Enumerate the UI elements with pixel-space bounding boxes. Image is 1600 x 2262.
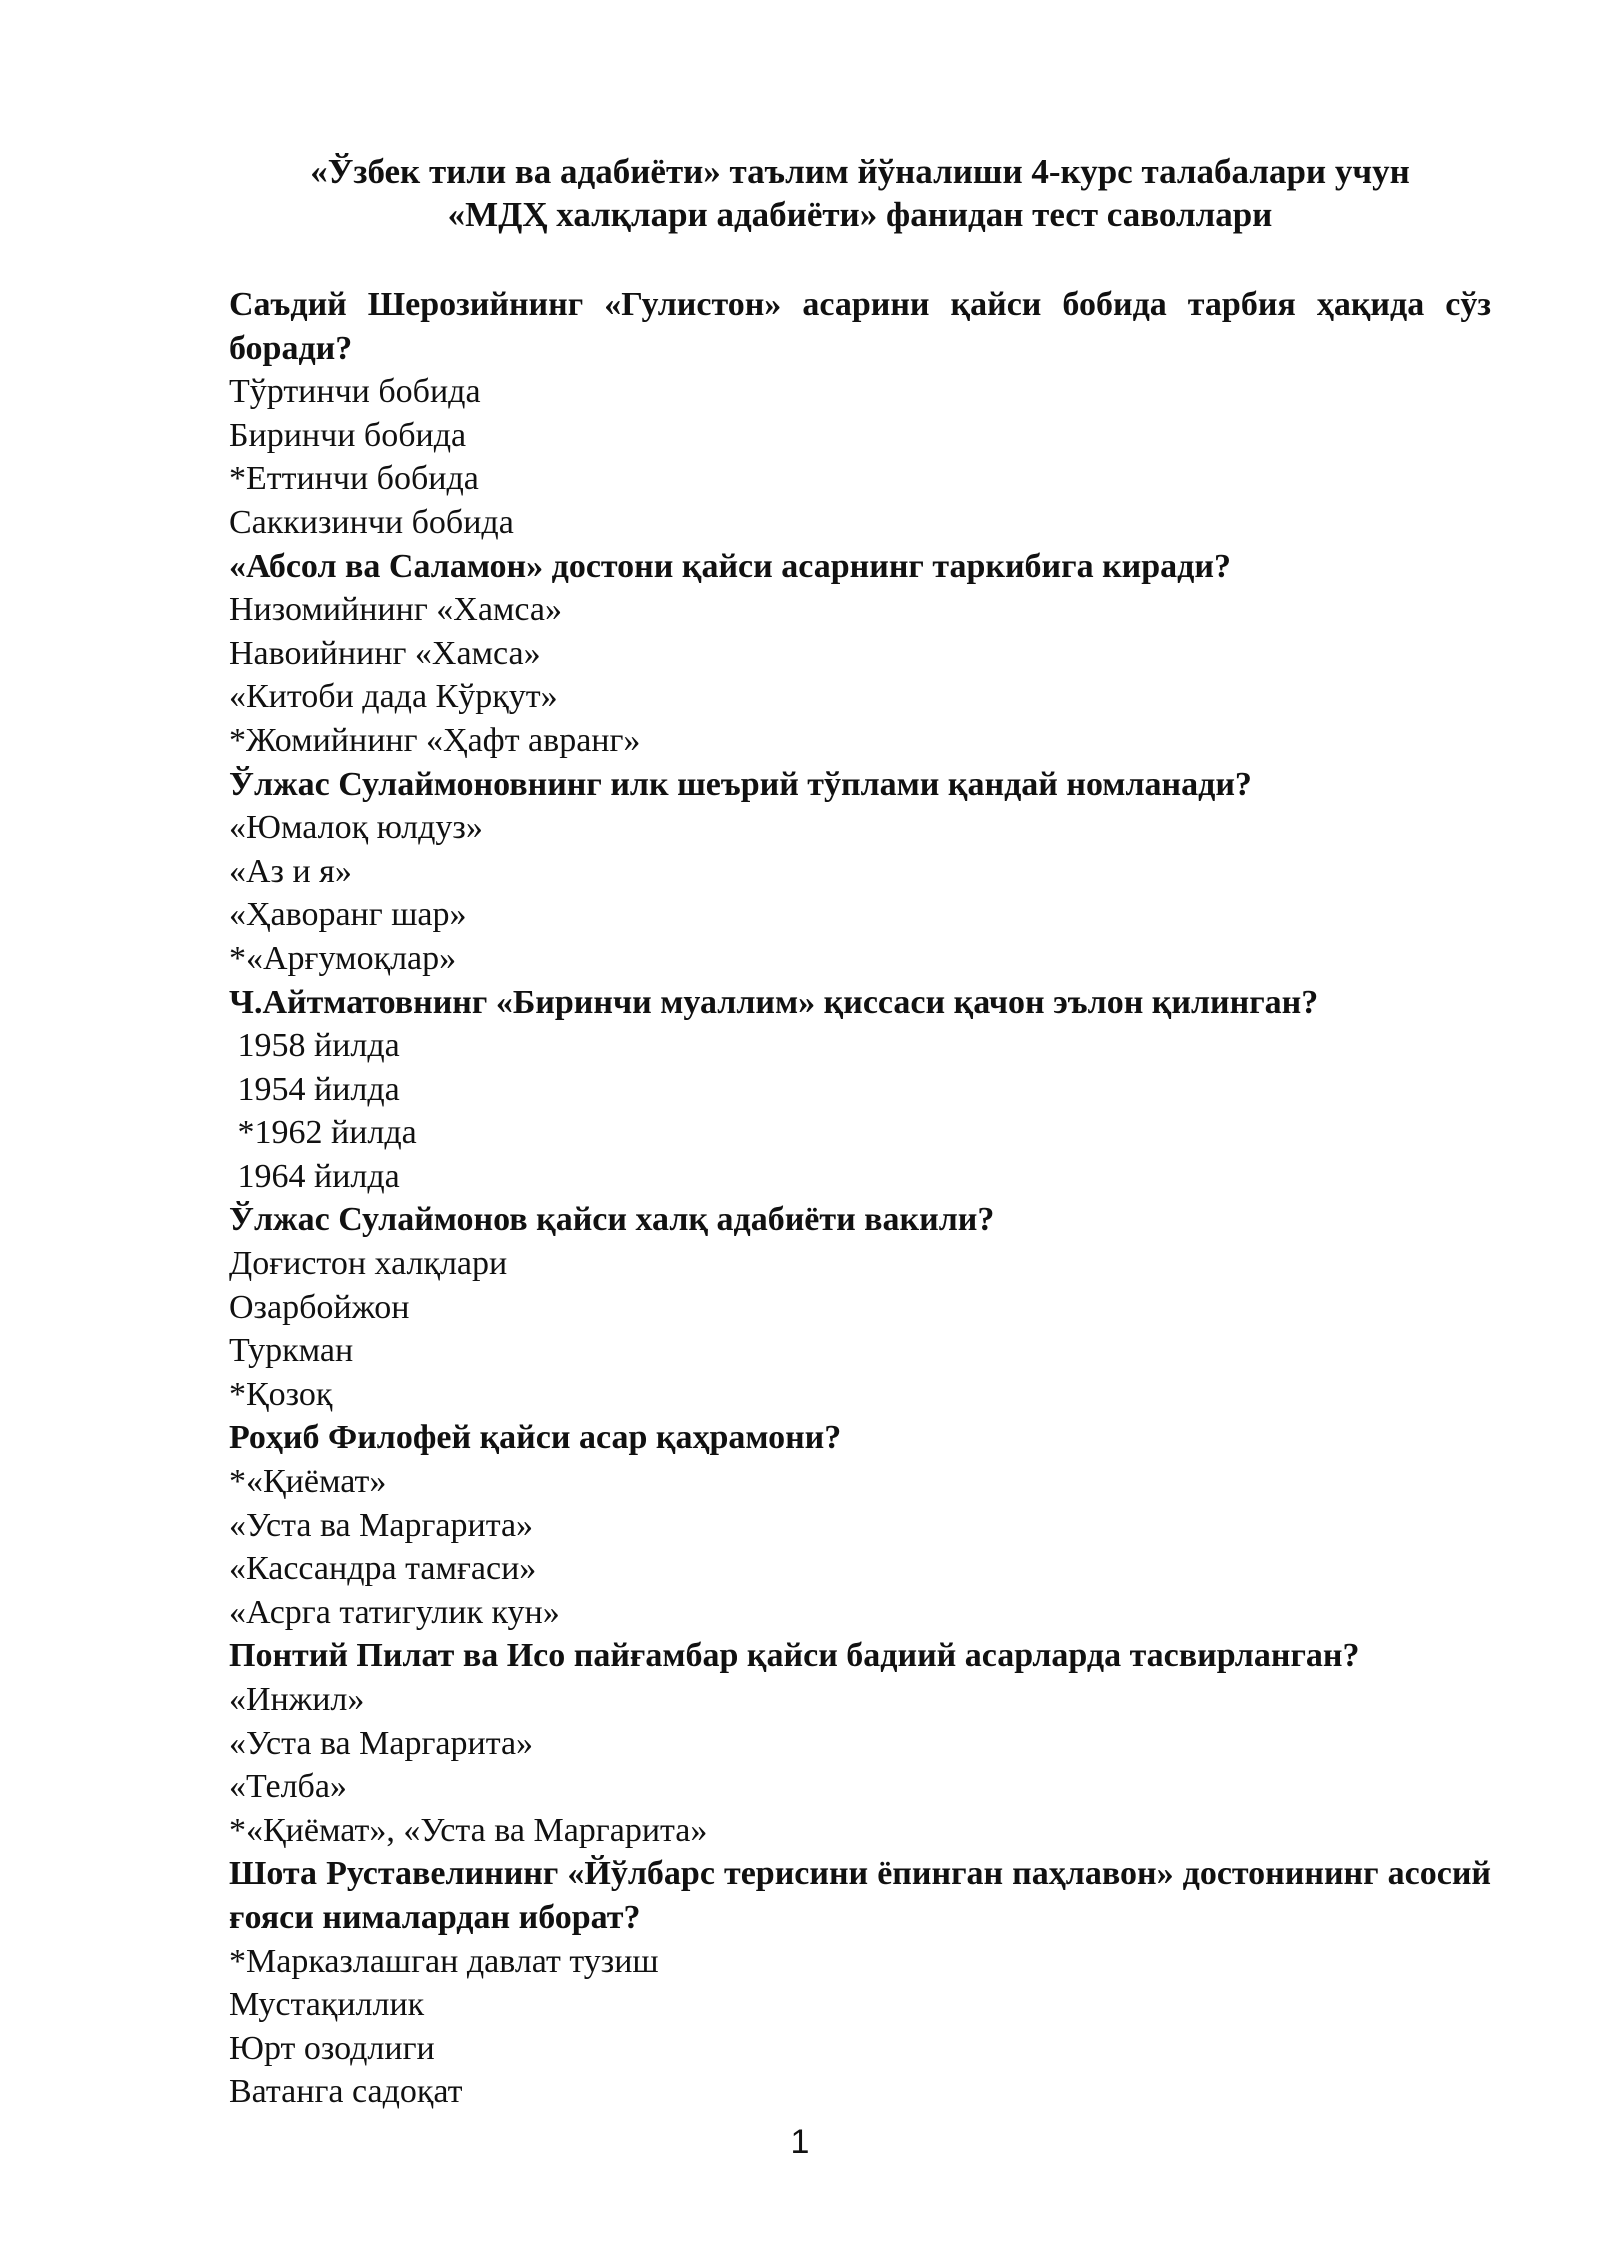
question-block: [229, 1416, 1491, 1634]
answer-option: Тўртинчи бобида: [229, 373, 481, 411]
answer-option: Низомийнинг «Хамса»: [229, 591, 563, 629]
question-text: Понтий Пилат ва Исо пайғамбар қайси бадиий асарларда тасвирланган?: [229, 1637, 1360, 1675]
answer-option-correct: *«Қиёмат», «Уста ва Маргарита»: [229, 1811, 708, 1849]
answer-option-correct: *Жомийнинг «Ҳафт авранг»: [229, 721, 641, 759]
title-line-2: «МДҲ халқлари адабиёти» фанидан тест саволлари: [447, 195, 1273, 234]
answer-option: «Кассандра тамғаси»: [229, 1550, 537, 1588]
question-block: [229, 1852, 1491, 2114]
answer-option: 1954 йилда: [229, 1070, 400, 1108]
answer-option: «Асрга татигулик кун»: [229, 1593, 560, 1631]
title-line-1: «Ўзбек тили ва адабиёти» таълим йўналиши 4-курс талабалари учун: [310, 152, 1410, 191]
question-block: [229, 763, 1491, 981]
question-text: Ч.Айтматовнинг «Биринчи муаллим» қиссаси қачон эълон қилинган?: [229, 983, 1319, 1021]
question-text: «Абсол ва Саламон» достони қайси асарнинг таркибига киради?: [229, 547, 1231, 585]
answer-option: «Юмалоқ юлдуз»: [229, 809, 483, 847]
question-text: Ўлжас Сулаймонов қайси халқ адабиёти вакили?: [229, 1201, 995, 1239]
answer-option: «Китоби дада Кўрқут»: [229, 678, 558, 716]
answer-option-correct: *«Қиёмат»: [229, 1463, 387, 1501]
question-block: [229, 545, 1491, 763]
answer-option-correct: *«Арғумоқлар»: [229, 939, 457, 977]
answer-option: Мустақиллик: [229, 1986, 425, 2024]
answer-option: Туркман: [229, 1332, 354, 1370]
answer-option-correct: *Қозоқ: [229, 1375, 333, 1413]
document-title: [170, 150, 1550, 236]
answer-option: Биринчи бобида: [229, 416, 467, 454]
answer-option: «Уста ва Маргарита»: [229, 1724, 534, 1762]
question-text: Ўлжас Сулаймоновнинг илк шеърий тўплами қандай номланади?: [229, 765, 1252, 803]
question-block: [229, 1634, 1491, 1852]
answer-option-correct: *Марказлашган давлат тузиш: [229, 1942, 659, 1980]
question-block: [229, 1198, 1491, 1416]
answer-option: Озарбойжон: [229, 1288, 410, 1326]
answer-option: «Аз и я»: [229, 852, 352, 890]
answer-option: 1958 йилда: [229, 1027, 400, 1065]
answer-option-correct: *Еттинчи бобида: [229, 460, 479, 498]
question-text: Саъдий Шерозийнинг «Гулистон» асарини қайси бобида тарбия ҳақида сўз боради?: [229, 286, 1491, 367]
page-number: 1: [790, 2123, 810, 2161]
question-text: Шота Руставелининг «Йўлбарс терисини ёпинган паҳлавон» достонининг асосий ғояси нималардан иборат?: [229, 1855, 1491, 1936]
answer-option: 1964 йилда: [229, 1157, 400, 1195]
question-text: Роҳиб Филофей қайси асар қаҳрамони?: [229, 1419, 842, 1457]
answer-option: «Телба»: [229, 1768, 347, 1806]
answer-option: Навоийнинг «Хамса»: [229, 634, 541, 672]
answer-option: Доғистон халқлари: [229, 1245, 508, 1283]
answer-option: Юрт озодлиги: [229, 2029, 435, 2067]
answer-option: Саккизинчи бобида: [229, 503, 514, 541]
answer-option: «Уста ва Маргарита»: [229, 1506, 534, 1544]
questions-list: [229, 283, 1491, 2114]
answer-option: «Ҳаворанг шар»: [229, 896, 467, 934]
question-block: [229, 283, 1491, 545]
question-block: [229, 981, 1491, 1199]
answer-option: Ватанга садоқат: [229, 2073, 463, 2111]
answer-option-correct: *1962 йилда: [229, 1114, 417, 1152]
answer-option: «Инжил»: [229, 1681, 365, 1718]
